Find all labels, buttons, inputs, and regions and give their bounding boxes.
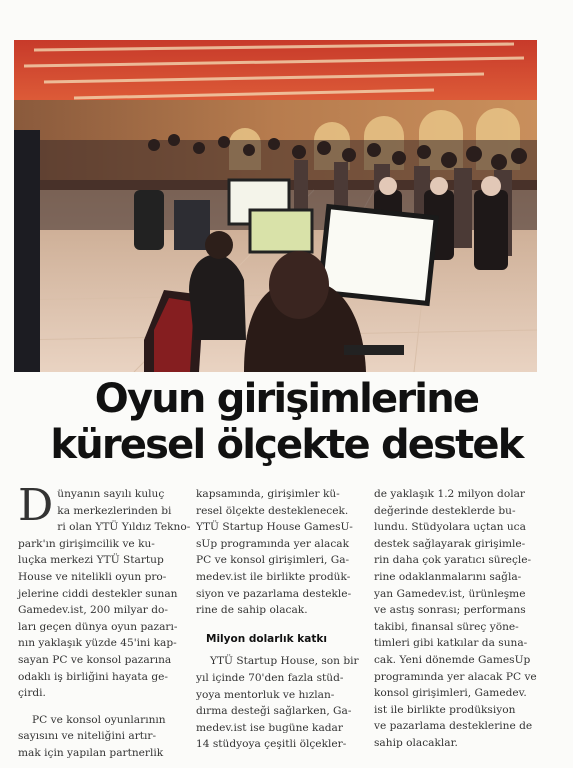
text-line: dırma desteği sağlarken, Ga- [196, 705, 352, 718]
headline [14, 376, 559, 468]
drop-cap: D [18, 480, 54, 531]
text-line: mak için yapılan partnerlik [18, 746, 164, 759]
text-line: PC ve konsol girişimleri, Ga- [196, 554, 350, 567]
text-line: luçka merkezi YTÜ Startup [18, 554, 164, 567]
text-line: ve pazarlama desteklerine de [374, 720, 533, 733]
event-photo-illustration [14, 40, 537, 372]
text-line: rine odaklanmalarını sağla- [374, 570, 522, 583]
event-photo [14, 40, 537, 372]
text-line: de yaklaşık 1.2 milyon dolar [374, 488, 525, 500]
text-line: siyon ve pazarlama destekle- [196, 587, 352, 600]
text-line: lundu. Stüdyolara uçtan uca [374, 521, 526, 534]
text-line: ka merkezlerinden bi [57, 504, 172, 517]
text-line: PC ve konsol oyunlarının [32, 713, 166, 726]
text-line: ist ile birlikte prodüksiyon [374, 703, 516, 716]
text-line: YTÜ Startup House GamesU- [196, 521, 353, 534]
text-line: yıl içinde 70'den fazla stüd- [196, 671, 344, 684]
text-line: ri olan YTÜ Yıldız Tekno- [57, 521, 191, 534]
text-line: park'ın girişimcilik ve ku- [18, 537, 155, 550]
text-line: resel ölçekte desteklenecek. [196, 504, 349, 517]
subheading: Milyon dolarlık katkı [206, 632, 327, 645]
text-line: sUp programında yer alacak [196, 537, 349, 550]
text-line: sayısını ve niteliğini artır- [18, 730, 157, 743]
text-line: House ve nitelikli oyun pro- [18, 570, 167, 583]
text-line: Gamedev.ist, 200 milyar do- [18, 604, 168, 617]
text-line: sahip olacaklar. [374, 736, 458, 749]
text-line: değerinde desteklerde bu- [374, 504, 516, 517]
text-line: timleri gibi katkılar da suna- [374, 637, 528, 650]
text-line: çirdi. [18, 687, 46, 700]
text-line: rin daha çok yaratıcı süreçle- [374, 554, 532, 567]
text-line: sayan PC ve konsol pazarına [18, 653, 172, 666]
text-line: yan Gamedev.ist, ürünleşme [374, 587, 526, 600]
text-line: 14 stüdyoya çeşitli ölçekler- [196, 738, 347, 751]
headline-line-1: Oyun girişimlerine [94, 376, 479, 422]
text-line: cak. Yeni dönemde GamesUp [374, 653, 531, 666]
text-line: kapsamında, girişimler kü- [196, 488, 340, 500]
text-line: programında yer alacak PC ve [374, 670, 537, 683]
text-line: medev.ist ise bugüne kadar [196, 721, 343, 734]
text-line: konsol girişimleri, Gamedev. [374, 687, 527, 700]
text-line: ve astış sonrası; performans [374, 604, 526, 617]
text-line: YTÜ Startup House, son bir [210, 655, 359, 668]
headline-line-2: küresel ölçekte destek [50, 422, 523, 468]
text-line: odaklı iş birliğini hayata ge- [18, 670, 168, 683]
article-column-2 [196, 486, 360, 753]
article-column-1 [18, 480, 191, 762]
article-column-3 [374, 486, 538, 752]
text-line: jelerine ciddi destekler sunan [18, 587, 178, 600]
text-line: rine de sahip olacak. [196, 604, 308, 617]
text-line: nın yaklaşık yüzde 45'ini kap- [18, 637, 177, 650]
text-line: yoya mentorluk ve hızlan- [196, 688, 335, 701]
text-line: ları geçen dünya oyun pazarı- [18, 620, 178, 633]
text-line: ünyanın sayılı kuluç [57, 488, 165, 500]
text-line: destek sağlayarak girişimle- [374, 537, 526, 550]
text-line: medev.ist ile birlikte prodük- [196, 570, 351, 583]
text-line: takibi, finansal süreç yöne- [374, 620, 519, 633]
